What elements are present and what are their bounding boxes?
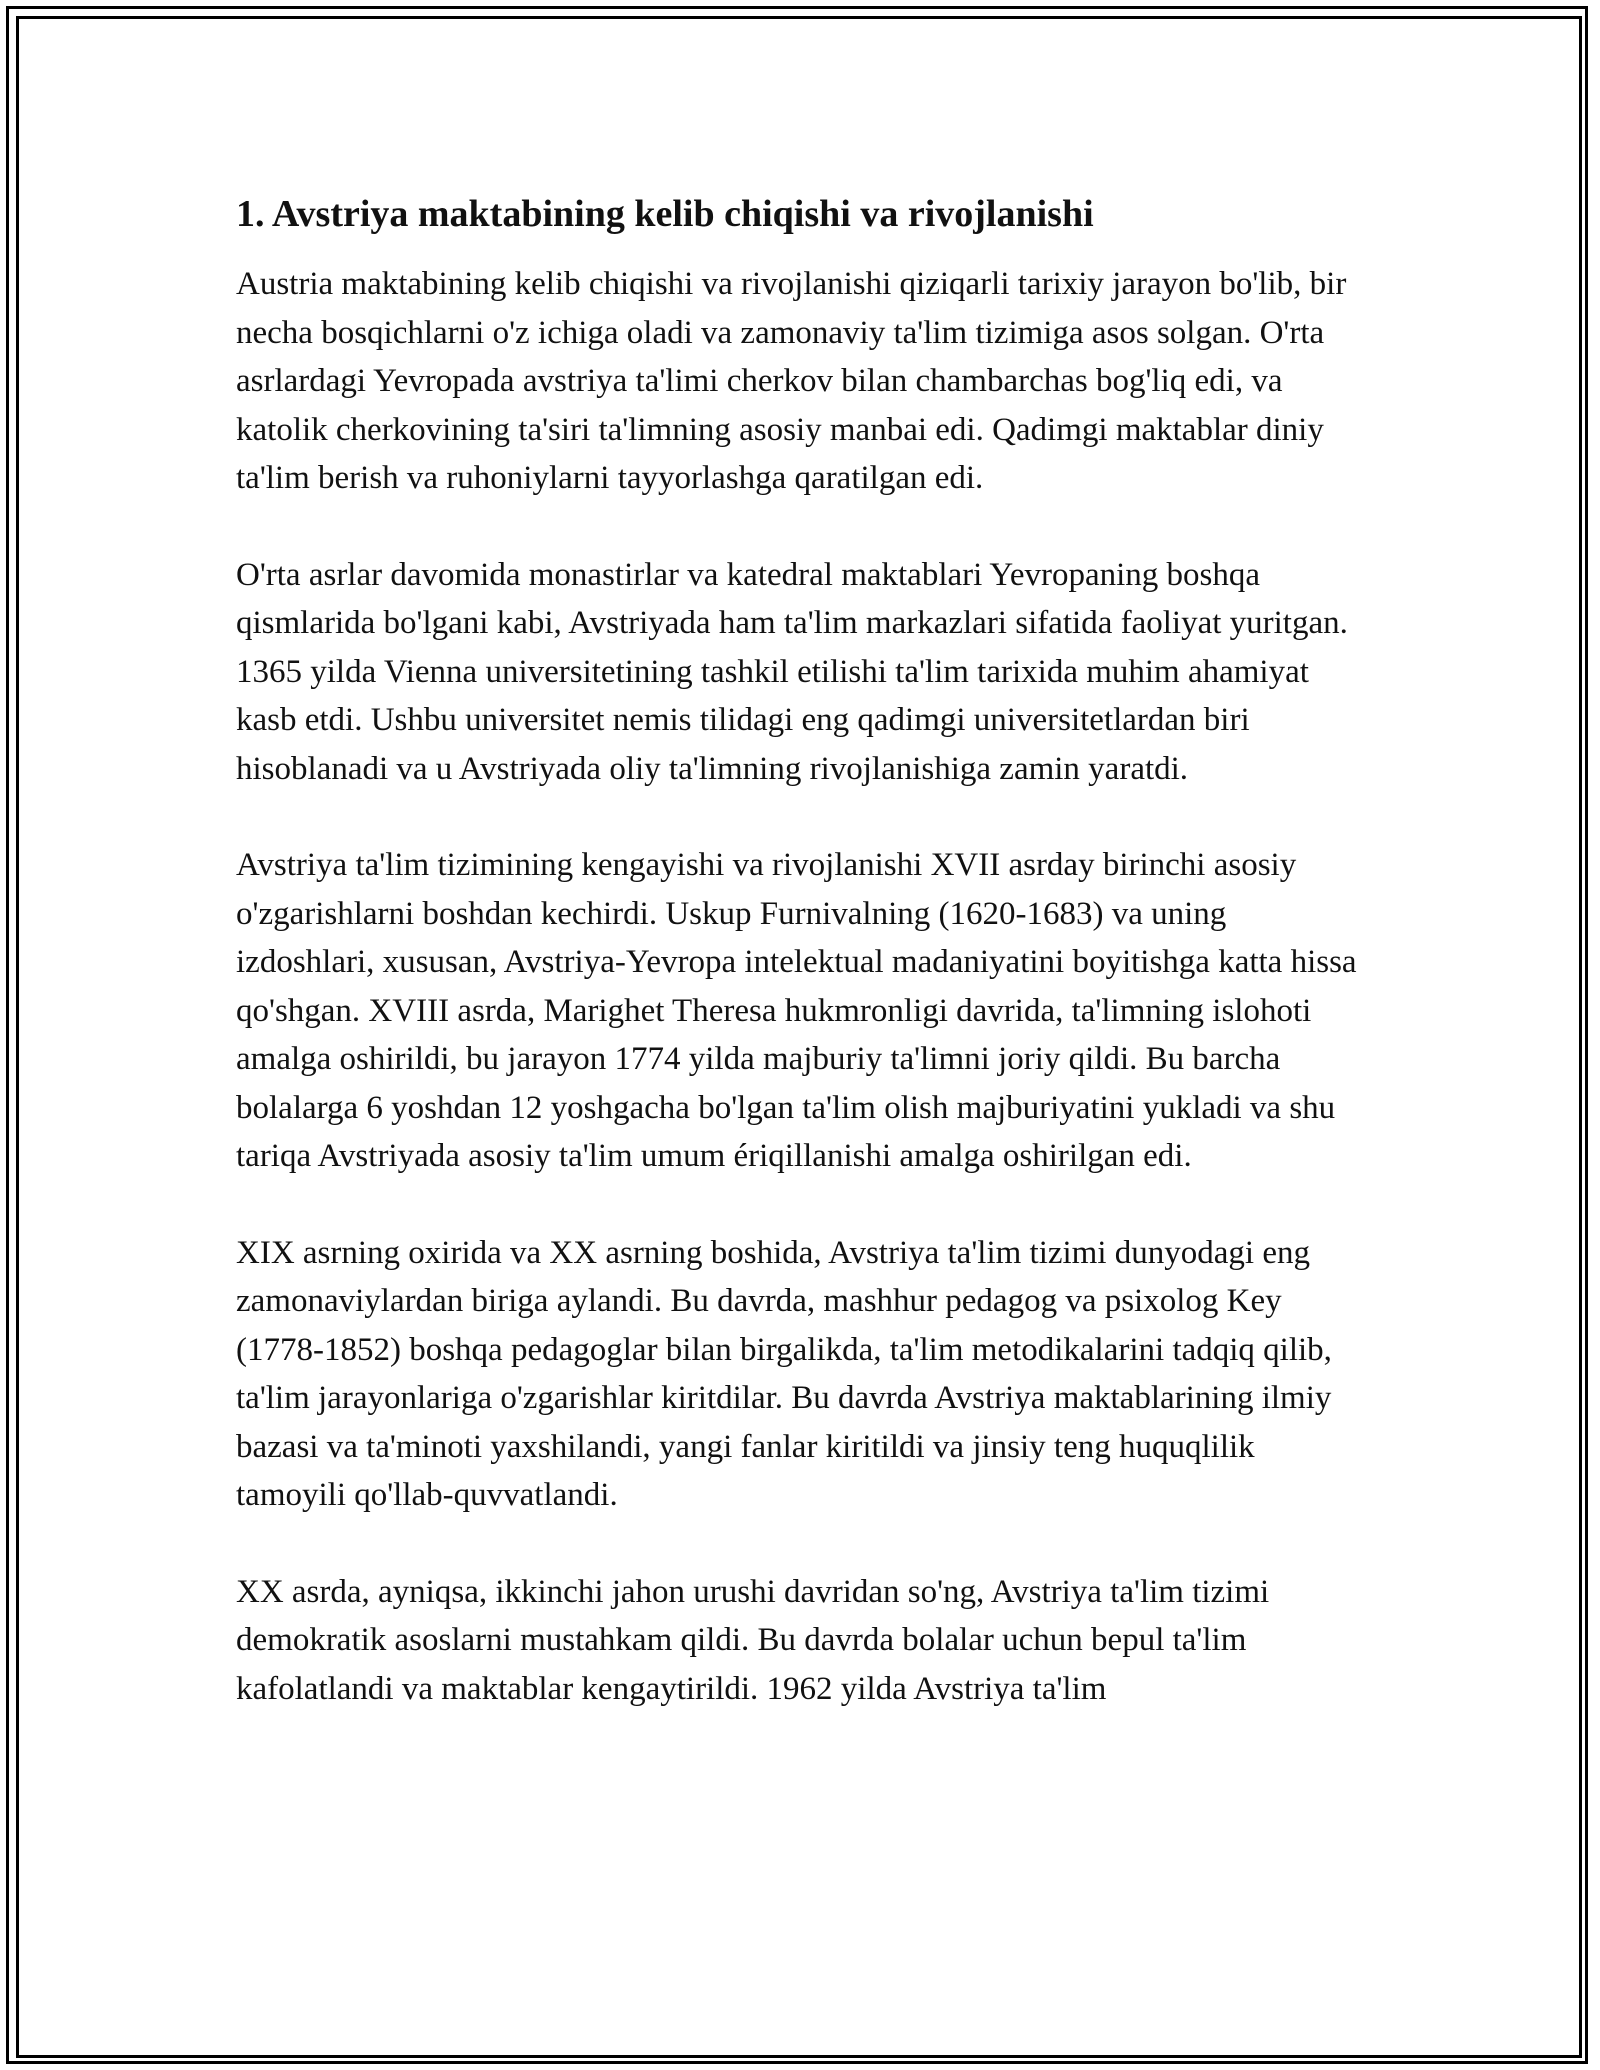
paragraph-3: Avstriya ta'lim tizimining kengayishi va rivojlanishi XVII asrday birinchi asosiy o'zgarishlarni boshdan kechirdi. Uskup Furnivalning (1620-1683) va uning izdoshlari, xususan, Avstriya-Yevropa intelektual madaniyatini boyitishga katta hissa qo'shgan. XVIII asrda, Marighet Theresa hukmronligi davrida, ta'limning islohoti amalga oshirildi, bu jarayon 1774 yilda majburiy ta'limni joriy qildi. Bu barcha bolalarga 6 yoshdan 12 yoshgacha bo'lgan ta'lim olish majburiyatini yukladi va shu tariqa Avstriyada asosiy ta'lim umum ériqillanishi amalga oshirilgan edi. <box>236 847 1357 1174</box>
document-body <box>236 186 1366 1761</box>
paragraph-1: Austria maktabining kelib chiqishi va rivojlanishi qiziqarli tarixiy jarayon bo'lib, bir necha bosqichlarni o'z ichiga oladi va zamonaviy ta'lim tizimiga asos solgan. O'rta asrlardagi Yevropada avstriya ta'limi cherkov bilan chambarchas bog'liq edi, va katolik cherkovining ta'siri ta'limning asosiy manbai edi. Qadimgi maktablar diniy ta'lim berish va ruhoniylarni tayyorlashga qaratilgan edi. <box>236 266 1347 496</box>
paragraph-5: XX asrda, ayniqsa, ikkinchi jahon urushi davridan so'ng, Avstriya ta'lim tizimi demokratik asoslarni mustahkam qildi. Bu davrda bolalar uchun bepul ta'lim kafolatlandi va maktablar kengaytirildi. 1962 yilda Avstriya ta'lim <box>236 1573 1270 1707</box>
paragraph-2: O'rta asrlar davomida monastirlar va katedral maktablari Yevropaning boshqa qismlarida bo'lgani kabi, Avstriyada ham ta'lim markazlari sifatida faoliyat yuritgan. 1365 yilda Vienna universitetining tashkil etilishi ta'lim tarixida muhim ahamiyat kasb etdi. Ushbu universitet nemis tilidagi eng qadimgi universitetlardan biri hisoblanadi va u Avstriyada oliy ta'limning rivojlanishiga zamin yaratdi. <box>236 556 1348 787</box>
paragraph-4: XIX asrning oxirida va XX asrning boshida, Avstriya ta'lim tizimi dunyodagi eng zamonaviylardan biriga aylandi. Bu davrda, mashhur pedagog va psixolog Key (1778-1852) boshqa pedagoglar bilan birgalikda, ta'lim metodikalarini tadqiq qilib, ta'lim jarayonlariga o'zgarishlar kiritdilar. Bu davrda Avstriya maktablarining ilmiy bazasi va ta'minoti yaxshilandi, yangi fanlar kiritildi va jinsiy teng huquqlilik tamoyili qo'llab-quvvatlandi. <box>236 1234 1332 1513</box>
section-heading: 1. Avstriya maktabining kelib chiqishi va rivojlanishi <box>236 193 1094 235</box>
